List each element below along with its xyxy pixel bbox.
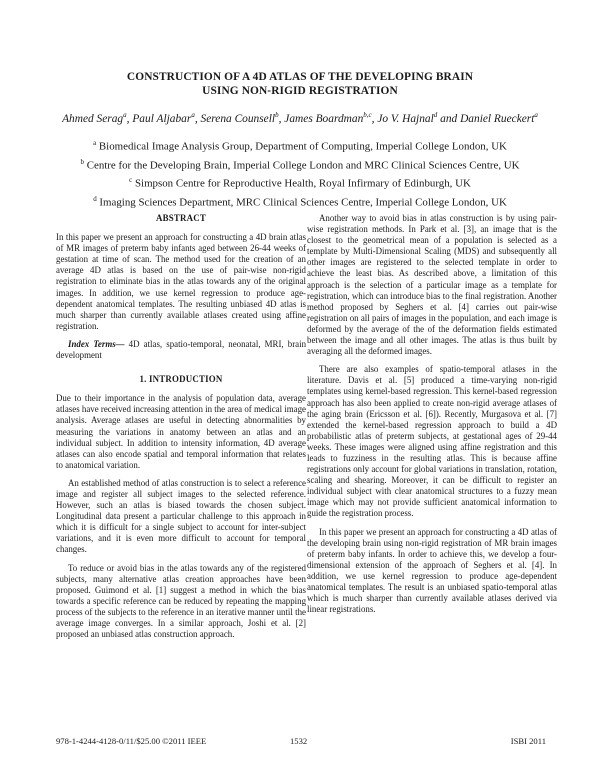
paper-title: [40, 70, 560, 98]
authors-and: and: [440, 112, 458, 125]
author: Daniel Rueckert$^a$: [460, 111, 538, 125]
paragraph: There are also examples of spatio-temporal atlases in the literature. Davis et al. [5] produced a time-varying non-rigid templates using kernel-based regression. This kernel-based regression approach has also been applied to create non-rigid average atlases of the aging brain (Ericsson et al. [6]). Recently, Murgasova et al. [7] extended the kernel-based regression approach to build a 4D probabilistic atlas of preterm subjects, at gestational ages of 29-44 weeks. These images were aligned using affine registration and this leads to fuzziness in the resulting atlas. This is because affine registrations only account for global variations in translation, rotation, scaling and shearing. Moreover, it can be difficult to register an individual subject with clear anatomical structures to a fuzzy mean image which may not provide sufficient anatomical information to guide the registration process.: [307, 364, 557, 519]
footer-page-number: 1532: [290, 736, 308, 746]
affiliation: $^d$ Imaging Sciences Department, MRC Clinical Sciences Centre, Imperial College London, UK: [93, 194, 507, 209]
author: Jo V. Hajnal$^d$: [377, 111, 438, 125]
affiliation-list: [40, 136, 560, 211]
affiliation: $^b$ Centre for the Developing Brain, Imperial College London and MRC Clinical Sciences Centre, UK: [80, 157, 520, 172]
abstract-text: In this paper we present an approach for constructing a 4D brain atlas of MR images of preterm baby infants aged between 26-44 weeks of gestation at time of scan. The method used for the creation of an average 4D atlas is based on the use of pair-wise non-rigid registration to eliminate bias in the atlas towards any of the original images. In addition, we use kernel regression to produce age-dependent anatomical templates. The resulting unbiased 4D atlas is much sharper than currently available atlases created using affine registration.: [56, 232, 306, 331]
author-list: Ahmed Serag$^a$, Paul Aljabar$^a$, Serena Counsell$^b$, James Boardman$^{b,c}$, Jo V. Hajnal$^d$ and Daniel Rueckert$^a$: [62, 111, 538, 125]
title-line: CONSTRUCTION OF A 4D ATLAS OF THE DEVELOPING BRAIN: [126, 71, 474, 83]
author: Serena Counsell$^b$: [200, 111, 279, 125]
paragraph: Due to their importance in the analysis of population data, average atlases have received increasing attention in the area of medical image analysis. Average atlases are useful in detecting abnormalities by measuring the variations in anatomy between an atlas and an individual subject. In addition to intensity information, 4D average atlases can also encode spatial and temporal information that relates to anatomical variation.: [56, 393, 306, 470]
affiliation: $^a$ Biomedical Image Analysis Group, Department of Computing, Imperial College London, UK: [93, 139, 507, 153]
abstract-heading: ABSTRACT: [156, 213, 206, 223]
footer-venue: ISBI 2011: [510, 736, 546, 746]
right-column: [307, 213, 557, 615]
footer-isbn: 978-1-4244-4128-0/11/$25.00 ©2011 IEEE: [56, 736, 207, 746]
paragraph: In this paper we present an approach for constructing a 4D atlas of the developing brain using non-rigid registration of MR brain images of preterm baby infants. In order to achieve this, we develop a four-dimensional extension of the approach of Seghers et al. [4]. In addition, we use kernel regression to produce age-dependent anatomical templates. The result is an unbiased spatio-temporal atlas which is much sharper than currently available atlases derived via linear registrations.: [307, 526, 557, 615]
paragraph: Another way to avoid bias in atlas construction is by using pair-wise registration methods. In Park et al. [3], an image that is the closest to the geometrical mean of a population is selected as a template by Multi-Dimensional Scaling (MDS) and subsequently all other images are registered to the selected template in order to achieve the least bias. As described above, a limitation of this approach is the selection of a particular image as a template for registration, which can introduce bias to the final registration. Another method proposed by Seghers et al. [4] carries out pair-wise registration on all pairs of images in the population, and each image is deformed by the average of the of the deformation fields estimated between the image and all other images. The atlas is thus built by averaging all the deformed images.: [307, 213, 557, 357]
paragraph: To reduce or avoid bias in the atlas towards any of the registered subjects, many alternative atlas creation approaches have been proposed. Guimond et al. [1] suggest a method in which the bias towards a specific reference can be reduced by repeating the mapping process of the subjects to the reference in an iterative manner until the average image converges. In a similar approach, Joshi et al. [2] proposed an unbiased atlas construction approach.: [56, 562, 306, 640]
index-terms: Index Terms— 4D atlas, spatio-temporal, neonatal, MRI, brain development: [56, 338, 307, 361]
affiliation: $^c$ Simpson Centre for Reproductive Health, Royal Infirmary of Edinburgh, UK: [129, 176, 471, 190]
title-line: USING NON-RIGID REGISTRATION: [202, 85, 398, 97]
paragraph: An established method of atlas construction is to select a reference image and register all subject images to the selected reference. However, such an atlas is biased towards the chosen subject. Longitudinal data present a particular challenge to this approach in which it is difficult for a single subject to account for inter-subject variations, and it is even more difficult to account for temporal changes.: [56, 477, 306, 555]
introduction-heading: 1. INTRODUCTION: [139, 374, 223, 385]
left-column: [56, 213, 306, 640]
page-footer: [56, 736, 546, 748]
author: Ahmed Serag$^a$: [62, 111, 127, 125]
author: James Boardman$^{b,c}$: [284, 111, 372, 125]
index-terms-label: Index Terms—: [68, 338, 125, 349]
author: Paul Aljabar$^a$: [132, 111, 195, 125]
